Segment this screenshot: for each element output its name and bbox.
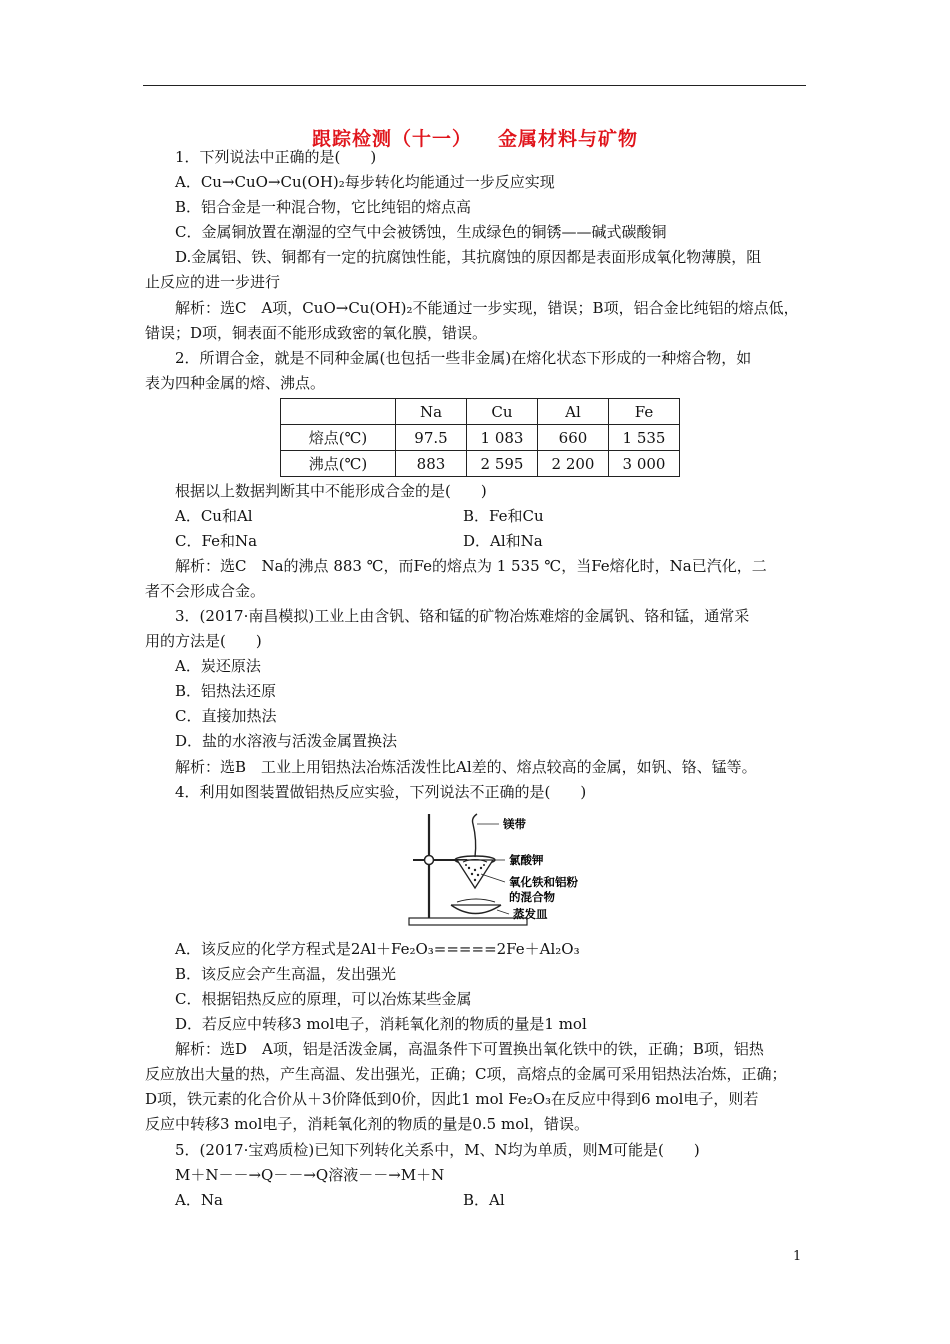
q4-option-a: A．该反应的化学方程式是2Al＋Fe₂O₃=====2Fe＋Al₂O₃ bbox=[175, 940, 580, 958]
table-cell: 2 200 bbox=[538, 451, 609, 477]
question-2: 2．所谓合金，就是不同种金属(也包括一些非金属)在熔化状态下形成的一种熔合物，如 bbox=[175, 349, 752, 367]
q3-option-d: D．盐的水溶液与活泼金属置换法 bbox=[175, 732, 398, 750]
table-row bbox=[281, 425, 680, 451]
q1-option-b: B．铝合金是一种混合物，它比纯铝的熔点高 bbox=[175, 198, 472, 216]
table-cell: 3 000 bbox=[609, 451, 680, 477]
table-cell: Al bbox=[538, 399, 609, 425]
table-cell: Cu bbox=[467, 399, 538, 425]
q4-option-c: C．根据铝热反应的原理，可以冶炼某些金属 bbox=[175, 990, 472, 1008]
q5-option-b: B．Al bbox=[463, 1191, 505, 1209]
table-header-row bbox=[281, 399, 680, 425]
question-5: 5．(2017·宝鸡质检)已知下列转化关系中，M、N均为单质，则M可能是( ) bbox=[175, 1141, 700, 1159]
thermite-apparatus-figure bbox=[405, 810, 605, 930]
table-cell: Na bbox=[396, 399, 467, 425]
label-potassium-chlorate: 氯酸钾 bbox=[509, 853, 544, 867]
q3-option-c: C．直接加热法 bbox=[175, 707, 277, 725]
q2-solution: 解析：选C Na的沸点 883 ℃，而Fe的熔点为 1 535 ℃，当Fe熔化时，Na已汽化，二 bbox=[175, 557, 767, 575]
q3-option-b: B．铝热法还原 bbox=[175, 682, 277, 700]
label-magnesium-strip: 镁带 bbox=[503, 817, 526, 831]
table-cell: 2 595 bbox=[467, 451, 538, 477]
metal-data-table bbox=[280, 398, 680, 477]
q1-option-d: D.金属铝、铁、铜都有一定的抗腐蚀性能，其抗腐蚀的原因都是表面形成氧化物薄膜，阻 bbox=[175, 248, 762, 266]
q4-solution-cont-3: 反应中转移3 mol电子，消耗氧化剂的物质的量是0.5 mol，错误。 bbox=[145, 1115, 590, 1133]
q2-option-a: A．Cu和Al bbox=[175, 507, 253, 525]
thermite-apparatus-drawing bbox=[405, 810, 605, 930]
q4-solution: 解析：选D A项，铝是活泼金属，高温条件下可置换出氧化铁中的铁，正确；B项，铝热 bbox=[175, 1040, 764, 1058]
question-1: 1．下列说法中正确的是( ) bbox=[175, 148, 377, 166]
q1-option-a: A．Cu→CuO→Cu(OH)₂每步转化均能通过一步反应实现 bbox=[175, 173, 555, 191]
q2-option-d: D．Al和Na bbox=[463, 532, 543, 550]
page-title bbox=[0, 124, 950, 151]
label-evaporating-dish: 蒸发皿 bbox=[513, 907, 548, 921]
q1-solution-cont: 错误；D项，铜表面不能形成致密的氧化膜，错误。 bbox=[145, 324, 488, 342]
question-3: 3．(2017·南昌模拟)工业上由含钒、铬和锰的矿物冶炼难熔的金属钒、铬和锰，通常采 bbox=[175, 607, 750, 625]
title-right: 金属材料与矿物 bbox=[498, 128, 639, 150]
table-cell: 1 083 bbox=[467, 425, 538, 451]
q1-option-d-cont: 止反应的进一步进行 bbox=[145, 273, 281, 291]
q2-option-b: B．Fe和Cu bbox=[463, 507, 544, 525]
q5-formula: M＋N－－→Q－－→Q溶液－－→M＋N bbox=[175, 1166, 445, 1184]
table-cell: 1 535 bbox=[609, 425, 680, 451]
header-rule bbox=[143, 85, 806, 86]
table-cell: 883 bbox=[396, 451, 467, 477]
q3-solution: 解析：选B 工业上用铝热法冶炼活泼性比Al差的、熔点较高的金属，如钒、铬、锰等。 bbox=[175, 758, 757, 776]
page-number: 1 bbox=[793, 1249, 802, 1264]
q2-option-c: C．Fe和Na bbox=[175, 532, 258, 550]
table-cell: Fe bbox=[609, 399, 680, 425]
table-cell: 97.5 bbox=[396, 425, 467, 451]
q4-option-d: D．若反应中转移3 mol电子，消耗氧化剂的物质的量是1 mol bbox=[175, 1015, 587, 1033]
label-mixture: 的混合物 bbox=[509, 890, 555, 904]
table-row bbox=[281, 451, 680, 477]
table-cell: 660 bbox=[538, 425, 609, 451]
question-4: 4．利用如图装置做铝热反应实验，下列说法不正确的是( ) bbox=[175, 783, 587, 801]
title-left: 跟踪检测（十一） bbox=[311, 128, 472, 150]
q4-option-b: B．该反应会产生高温，发出强光 bbox=[175, 965, 397, 983]
table-cell bbox=[281, 399, 396, 425]
table-cell: 熔点(℃) bbox=[281, 425, 396, 451]
q4-solution-cont-2: D项，铁元素的化合价从＋3价降低到0价，因此1 mol Fe₂O₃在反应中得到6 mol电子，则若 bbox=[145, 1090, 759, 1108]
question-3-cont: 用的方法是( ) bbox=[145, 632, 262, 650]
q1-option-c: C．金属铜放置在潮湿的空气中会被锈蚀，生成绿色的铜锈——碱式碳酸铜 bbox=[175, 223, 667, 241]
q2-prompt: 根据以上数据判断其中不能形成合金的是( ) bbox=[175, 482, 487, 500]
q2-solution-cont: 者不会形成合金。 bbox=[145, 582, 266, 600]
q4-solution-cont-1: 反应放出大量的热，产生高温、发出强光，正确；C项，高熔点的金属可采用铝热法冶炼，正确； bbox=[145, 1065, 787, 1083]
q3-option-a: A．炭还原法 bbox=[175, 657, 261, 675]
question-2-cont: 表为四种金属的熔、沸点。 bbox=[145, 374, 326, 392]
label-iron-oxide-aluminum: 氧化铁和铝粉 bbox=[509, 875, 578, 889]
table-cell: 沸点(℃) bbox=[281, 451, 396, 477]
q5-option-a: A．Na bbox=[175, 1191, 223, 1209]
q1-solution: 解析：选C A项，CuO→Cu(OH)₂不能通过一步实现，错误；B项，铝合金比纯铝的熔点低， bbox=[175, 299, 799, 317]
